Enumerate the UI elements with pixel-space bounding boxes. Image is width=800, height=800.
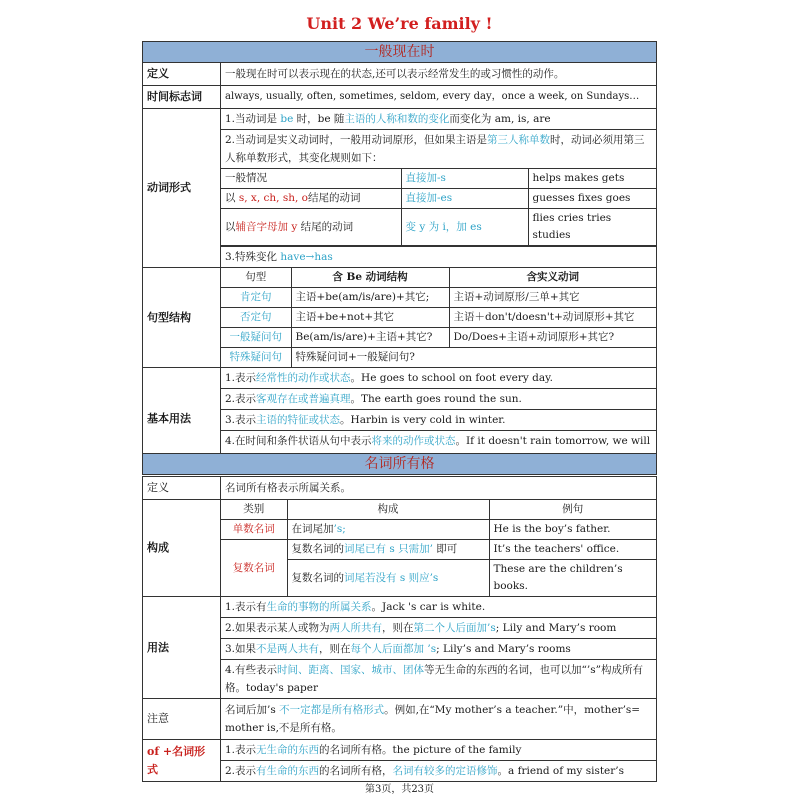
be-structure: 主语+be(am/is/are)+其它;: [291, 288, 449, 308]
category: 单数名词: [221, 520, 287, 540]
text: 。He goes to school on foot every day.: [350, 372, 553, 384]
example: These are the children’s books.: [489, 560, 656, 597]
text: 在词尾加: [291, 523, 334, 535]
table-row: [221, 560, 656, 597]
text: 2.当动词是实义动词时，一般用动词原形，但如果主语是: [225, 134, 488, 146]
table-row: [143, 86, 657, 109]
rule-example: guesses fixes goes: [528, 189, 656, 209]
text: 时间、距离、国家、城市、团体: [277, 664, 425, 676]
third-person-rules-table: [221, 168, 656, 246]
page-title: Unit 2 We’re family !: [306, 14, 493, 33]
text: 等无生命的东西的名词，也可以加“’s”构成所有格。today's paper: [225, 664, 643, 694]
text: 两人所共有: [329, 622, 383, 634]
text: 主语的人称和数的变化: [344, 113, 450, 125]
formation-cell: [221, 500, 657, 597]
text: 的名词所有格。the picture of the family: [319, 744, 522, 756]
text: 4.在时间和条件状语从句中表示: [225, 435, 372, 447]
text: 不是两人共有: [256, 643, 320, 655]
page-number: 第3页，共23页: [364, 784, 435, 795]
of-form-cell: [221, 740, 657, 782]
text: ，则在: [319, 643, 351, 655]
rule-change: 直接加-s: [401, 169, 528, 189]
table-row: [221, 308, 656, 328]
note-label: 注意: [143, 699, 221, 740]
table-row: [221, 189, 656, 209]
text: 。例如,在“My mother’s a teacher.”中，mother’s= mother is,不是所有格。: [225, 704, 641, 734]
table-row: [221, 288, 656, 308]
column-header: 含 Be 动词结构: [291, 268, 449, 288]
text: 词尾已有 s 只需加’: [344, 543, 433, 555]
rule-change: 直接加-es: [401, 189, 528, 209]
usage-item: [221, 761, 656, 781]
text: ’s;: [333, 523, 346, 535]
table-row: [221, 520, 656, 540]
text: 1.表示: [225, 744, 257, 756]
verb-rule-1: [221, 109, 656, 130]
text: 。Jack 's car is white.: [371, 601, 486, 613]
note-text: [221, 699, 657, 740]
definition-label: 定义: [143, 63, 221, 86]
verb-structure: 主语+动词原形/三单+其它: [449, 288, 656, 308]
rule-case: 结尾的动词: [307, 192, 361, 204]
text: 将来的动作或状态: [371, 435, 456, 447]
rule-example: helps makes gets: [528, 169, 656, 189]
of-form-label: of +名词形式: [143, 740, 221, 782]
text: 的名词所有格，: [319, 765, 393, 777]
text: 。Harbin is very cold in winter.: [340, 414, 506, 426]
text: 4.有些表示: [225, 664, 278, 676]
text: ，则在: [382, 622, 414, 634]
table-row: [221, 540, 656, 560]
text: 3.如果: [225, 643, 257, 655]
formation-table: [221, 500, 656, 596]
table-row: [143, 597, 657, 699]
usage-item: [221, 618, 656, 639]
text: 生命的事物的所属关系: [266, 601, 372, 613]
text: 复数名词的: [291, 571, 344, 584]
rule-case-highlight: s, x, ch, sh, o: [238, 192, 308, 204]
text: 每个人后面都加 ’s: [350, 643, 437, 655]
section-heading-possessive: 名词所有格: [142, 453, 657, 475]
text: 第三人称单数: [487, 134, 551, 146]
example: It’s the teachers' office.: [489, 540, 656, 560]
category: 复数名词: [221, 540, 287, 597]
sentence-type: 肯定句: [221, 288, 291, 308]
rule-case: 一般情况: [225, 172, 267, 184]
table-row: [221, 500, 656, 520]
verb-rule-3: [221, 246, 656, 267]
text: 。If it doesn't rain tomorrow, we will: [455, 435, 651, 447]
basic-usage-label: 基本用法: [143, 368, 221, 470]
text: 名词后加’s: [225, 704, 280, 716]
rule-case: 以: [225, 220, 236, 233]
table-row: [221, 169, 656, 189]
table-row: [221, 328, 656, 348]
definition-text: 名词所有格表示所属关系。: [221, 477, 657, 500]
text: 名词有较多的定语修饰: [392, 765, 498, 777]
text: 无生命的东西: [256, 744, 320, 756]
section-heading-present-simple: 一般现在时: [142, 41, 657, 63]
text: 时，动词必须用第三人称单数形式，其变化规则如下：: [225, 134, 645, 164]
text: 词尾若没有 s 则应’s: [344, 571, 439, 584]
possessive-table: [142, 476, 657, 782]
rule-case-highlight: 辅音字母加 y: [235, 220, 298, 233]
usage-item: [221, 368, 656, 389]
text: 。The earth goes round the sun.: [350, 393, 522, 405]
text: ; Lily’s and Mary’s rooms: [436, 643, 571, 655]
column-header: 构成: [287, 500, 489, 520]
usage-item: [221, 389, 656, 410]
verb-structure: 主语＋don't/doesn't+动词原形+其它: [449, 308, 656, 328]
text: 复数名词的: [291, 543, 344, 555]
usage-item: [221, 410, 656, 431]
text: 客观存在或普遍真理: [256, 393, 351, 405]
table-row: [143, 477, 657, 500]
table-row: [143, 63, 657, 86]
table-row: [143, 500, 657, 597]
verb-form-cell: [221, 109, 657, 268]
text: 2.如果表示某人或物为: [225, 622, 330, 634]
rule-example: flies cries tries studies: [528, 209, 656, 246]
text: 主语的特征或状态: [256, 414, 341, 426]
usage-item: [221, 597, 656, 618]
sentence-pattern-cell: [221, 268, 657, 368]
text: ; Lily and Mary’s room: [495, 622, 617, 634]
text: 而变化为 am, is, are: [449, 113, 551, 125]
sentence-pattern-table: [221, 268, 656, 367]
table-row: [143, 699, 657, 740]
table-row: [143, 740, 657, 782]
text: 经常性的动作或状态: [256, 372, 351, 384]
rule-change: 变 y 为 i，加 es: [401, 209, 528, 246]
text: 1.表示有: [225, 601, 267, 613]
usage-item: [221, 639, 656, 660]
example: He is the boy’s father.: [489, 520, 656, 540]
text: 3.表示: [225, 414, 257, 426]
verb-structure: Do/Does+主语+动词原形+其它?: [449, 328, 656, 348]
sentence-type: 否定句: [221, 308, 291, 328]
column-header: 含实义动词: [449, 268, 656, 288]
usage-item: [221, 740, 656, 761]
text: 1.当动词是: [225, 113, 281, 125]
text: 2.表示: [225, 393, 257, 405]
formation-label: 构成: [143, 500, 221, 597]
definition-label: 定义: [143, 477, 221, 500]
text: be: [280, 113, 294, 125]
column-header: 类别: [221, 500, 287, 520]
text: 3.特殊变化: [225, 251, 281, 263]
column-header: 例句: [489, 500, 656, 520]
time-words-text: always, usually, often, sometimes, seldom, every day，once a week, on Sundays…: [221, 86, 657, 109]
sentence-pattern-label: 句型结构: [143, 268, 221, 368]
be-structure: 主语+be+not+其它: [291, 308, 449, 328]
rule-case: 结尾的动词: [297, 220, 354, 233]
definition-text: 一般现在时可以表示现在的状态,还可以表示经常发生的或习惯性的动作。: [221, 63, 657, 86]
table-row: [143, 268, 657, 368]
table-row: [143, 109, 657, 268]
sentence-type: 一般疑问句: [221, 328, 291, 348]
usage-label: 用法: [143, 597, 221, 699]
table-row: [221, 268, 656, 288]
document-page: [126, 0, 673, 800]
sentence-type: 特殊疑问句: [221, 348, 291, 368]
text: have→has: [280, 251, 333, 263]
special-structure: 特殊疑问词+一般疑问句?: [291, 348, 656, 368]
time-words-label: 时间标志词: [143, 86, 221, 109]
text: 第二个人后面加’s: [413, 622, 496, 634]
table-row: [221, 348, 656, 368]
text: 即可: [432, 543, 458, 555]
be-structure: Be(am/is/are)+主语+其它?: [291, 328, 449, 348]
text: 1.表示: [225, 372, 257, 384]
text: 不一定都是所有格形式: [279, 704, 385, 716]
column-header: 句型: [221, 268, 291, 288]
verb-rule-2: [221, 130, 656, 168]
verb-form-label: 动词形式: [143, 109, 221, 268]
text: 。a friend of my sister’s: [497, 765, 625, 777]
rule-case: 以: [225, 192, 239, 204]
usage-cell: [221, 597, 657, 699]
usage-item: [221, 660, 656, 698]
table-row: [221, 209, 656, 246]
present-simple-table: [142, 62, 657, 470]
text: 2.表示: [225, 765, 257, 777]
text: 时，be 随: [293, 113, 345, 125]
text: 有生命的东西: [256, 765, 320, 777]
